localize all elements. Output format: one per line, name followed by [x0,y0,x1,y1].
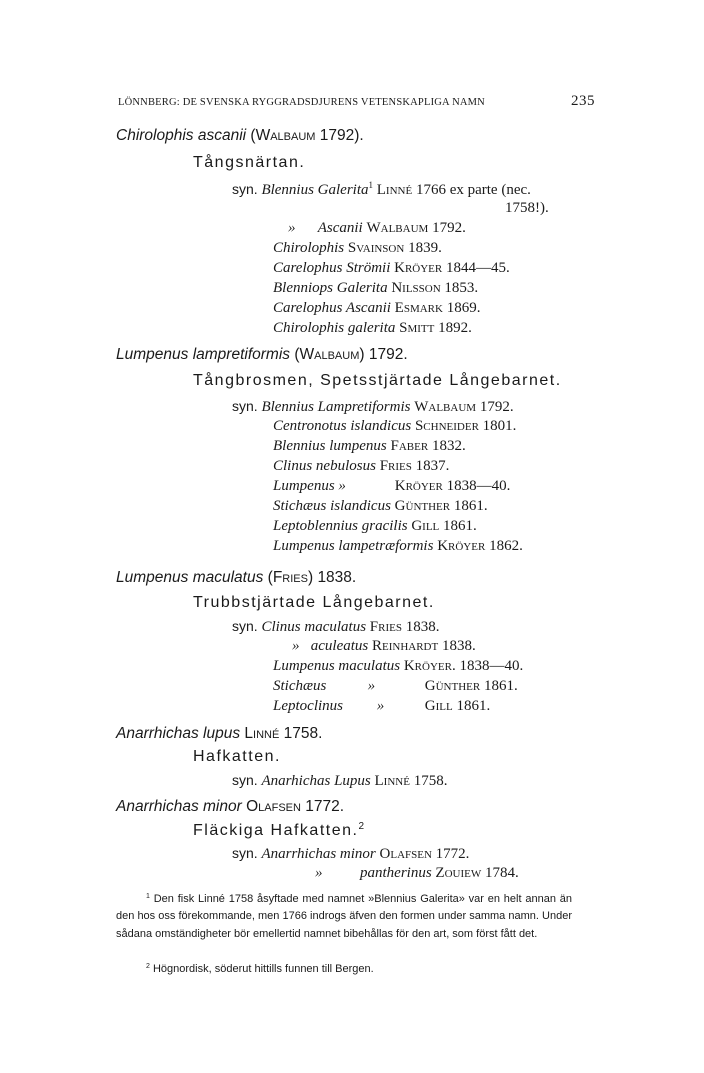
synonym-line [273,418,516,435]
synonym-year: 1838. [441,638,476,654]
footnote-mark: 1 [146,893,150,900]
synonym-name: Lumpenus » [273,478,346,494]
synonym-line [273,240,442,257]
running-header [0,93,704,113]
synonym-line [505,200,549,217]
synonym-name: Stichæus » [273,678,376,694]
synonym-line [315,865,519,882]
synonym-year: 1838—40. [446,478,511,494]
synonym-year: 1772. [435,846,470,862]
footnote-ref: 2 [358,821,365,832]
synonym-name: Lumpenus maculatus [273,658,401,674]
synonym-name: Leptoblennius gracilis [273,518,408,534]
synonym-author: Linné [374,773,410,789]
synonym-name: Chirolophis [273,240,345,256]
species-year: 1792). [319,127,364,144]
synonym-name: Clinus maculatus [261,619,367,635]
synonym-name: Anarhichas Lupus [261,773,371,789]
synonym-author: Linné [376,182,413,198]
synonym-year: 1861. [443,518,477,534]
synonym-year: 1861. [483,678,518,694]
synonym-line [273,320,472,337]
synonym-line [273,300,480,317]
synonym-line [292,638,476,655]
synonym-author: Svainson [347,240,405,256]
synonym-author: Fries [369,619,402,635]
synonym-author: Esmark [394,300,443,316]
synonym-line [273,280,478,297]
synonym-author: Schneider [414,418,479,434]
synonym-author: Nilsson [391,280,441,296]
synonym-line [232,845,469,863]
synonym-author: Reinhardt [372,638,439,654]
footnote-1 [116,888,572,943]
synonym-name: Leptoclinus » [273,698,385,714]
synonym-year: 1837. [415,458,450,474]
species-name: Lumpenus maculatus [116,569,264,586]
synonym-author: Kröyer [394,260,443,276]
synonym-author: Günther [424,678,481,694]
syn-label: syn. [232,181,258,197]
synonym-author: Walbaum [366,220,429,236]
footnote-2 [116,958,572,978]
synonym-line [273,438,466,455]
species-author: (Walbaum) [294,346,365,363]
synonym-year: 1839. [408,240,442,256]
common-name: Tångsnärtan. [193,154,306,171]
synonym-year: 1792. [479,399,514,415]
synonym-year: 1861. [453,498,488,514]
synonym-author: Walbaum [414,399,477,415]
species-name: Anarrhichas minor [116,798,242,815]
synonym-name: Lumpenus lampetræformis [273,538,434,554]
synonym-author: Fries [379,458,412,474]
synonym-name: Blennius Galerita [261,182,369,198]
synonym-line [232,772,447,790]
synonym-year: 1758!). [505,200,549,216]
species-heading [116,725,322,743]
synonym-year: 1861. [456,698,491,714]
synonym-line [273,658,523,675]
synonym-line [273,478,510,495]
syn-label: syn. [232,618,258,634]
synonym-line [273,458,449,475]
footnote-mark: 2 [146,963,150,970]
species-name: Anarrhichas lupus [116,725,241,742]
synonym-year: 1844—45. [446,260,510,276]
synonym-line [232,180,531,199]
synonym-name: Anarrhichas minor [261,846,376,862]
species-author: Olafsen [246,798,301,815]
species-name: Lumpenus lampretiformis [116,346,291,363]
species-author: Linné [244,725,280,742]
synonym-author: Gill [411,518,440,534]
synonym-name: Carelophus Strömii [273,260,391,276]
synonym-year: 1784. [485,865,519,881]
synonym-year: 1892. [438,320,472,336]
footnote-text: Den fisk Linné 1758 åsyftade med namnet »Blennius Galerita» var en helt annan än den hos oss förekommande, men 1766 indrogs äfven den formen under samma namn. Under sådana omständigheter bör emellertid namnet bibehållas för den art, som först fått det. [116,893,572,940]
species-year: 1792. [368,346,408,363]
synonym-name: Chirolophis galerita [273,320,396,336]
synonym-year: 1758. [413,773,448,789]
synonym-name: Blenniops Galerita [273,280,388,296]
synonym-name: Blennius Lampretiformis [261,399,411,415]
species-heading [116,798,344,816]
synonym-name: » pantherinus [315,865,432,881]
species-name: Chirolophis ascanii [116,127,247,144]
species-year: 1838. [317,569,357,586]
synonym-author: Kröyer [394,478,443,494]
synonym-name: Blennius lumpenus [273,438,387,454]
page-number: 235 [571,93,595,109]
synonym-author: Zouiew [435,865,482,881]
synonym-author: Smitt [399,320,435,336]
synonym-year: 1838. [405,619,440,635]
synonym-name: Stichæus islandicus [273,498,391,514]
synonym-author: Olafsen [379,846,432,862]
synonym-name: » aculeatus [292,638,369,654]
running-title: LÖNNBERG: DE SVENSKA RYGGRADSDJURENS VETENSKAPLIGA NAMN [118,97,485,108]
common-name: Trubbstjärtade Långebarnet. [193,594,435,611]
synonym-author: Gill [424,698,453,714]
synonym-author: Faber [390,438,429,454]
synonym-year: 1801. [482,418,517,434]
footnote-text: Högnordisk, söderut hittills funnen till Bergen. [152,963,374,975]
synonym-author: Günther [394,498,451,514]
synonym-line [232,618,439,636]
synonym-year: 1838—40. [459,658,524,674]
species-heading [116,346,408,364]
syn-label: syn. [232,845,258,861]
species-author: (Fries) [267,569,314,586]
species-author: (Walbaum [250,127,316,144]
common-name: Tångbrosmen, Spetsstjärtade Långebarnet. [193,372,562,389]
synonym-year: 1766 ex parte (nec. [415,182,531,198]
synonym-line [273,498,488,515]
synonym-author: Kröyer. [403,658,456,674]
synonym-name: Centronotus islandicus [273,418,412,434]
common-name: Hafkatten. [193,748,281,765]
footnote-ref: 1 [368,180,374,190]
synonym-author: Kröyer [437,538,486,554]
synonym-year: 1853. [444,280,479,296]
species-heading [116,127,364,145]
synonym-year: 1832. [431,438,466,454]
synonym-line [273,698,490,715]
synonym-year: 1869. [446,300,481,316]
species-year: 1772. [305,798,345,815]
synonym-name: » Ascanii [288,220,363,236]
synonym-name: Clinus nebulosus [273,458,376,474]
common-name [193,821,364,840]
synonym-year: 1792. [432,220,466,236]
synonym-line [273,260,510,277]
synonym-year: 1862. [489,538,523,554]
species-year: 1758. [283,725,323,742]
synonym-name: Carelophus Ascanii [273,300,391,316]
common-name-text: Fläckiga Hafkatten. [193,822,359,839]
species-heading [116,569,356,587]
synonym-line [273,538,523,555]
synonym-line [273,518,477,535]
syn-label: syn. [232,772,258,788]
synonym-line [273,678,518,695]
synonym-line [288,220,466,237]
syn-label: syn. [232,398,258,414]
synonym-line [232,398,514,416]
